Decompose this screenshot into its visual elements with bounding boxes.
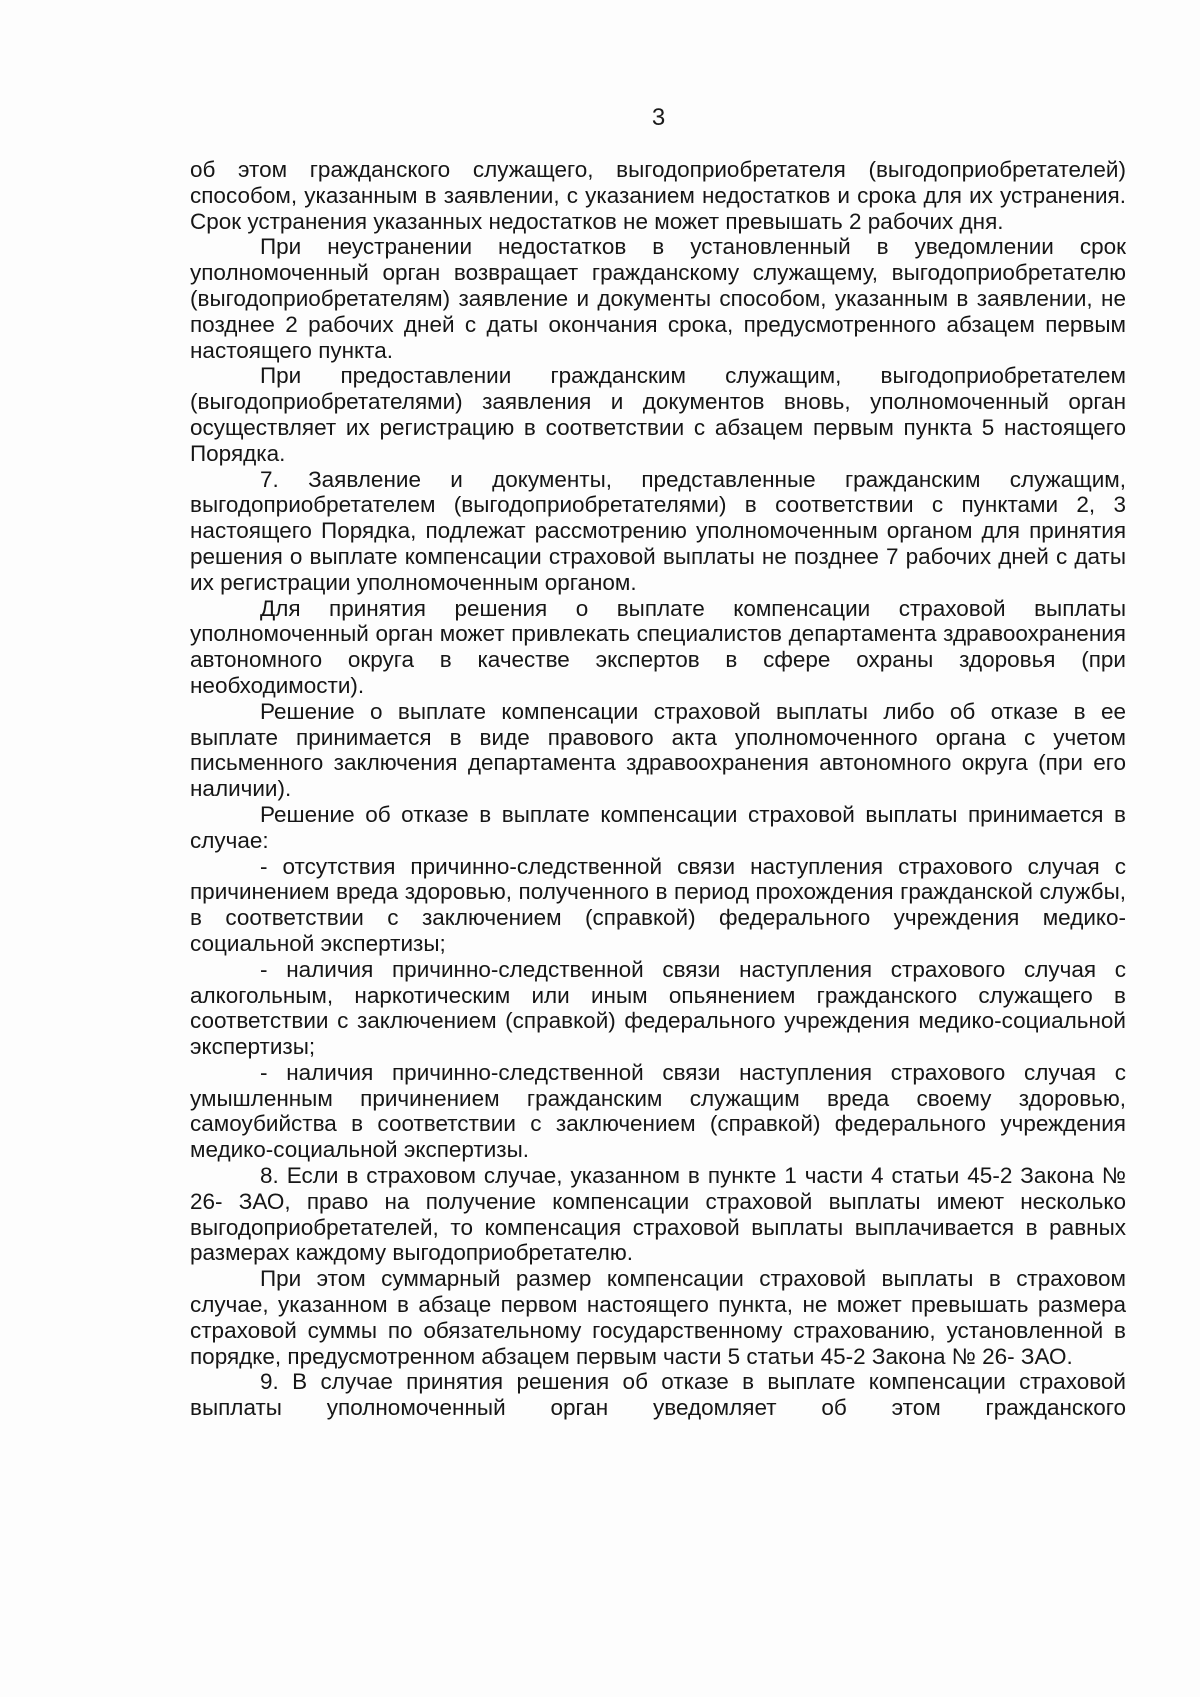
paragraph: При этом суммарный размер компенсации страховой выплаты в страховом случае, указанном в абзаце первом настоящего пункта, не может превышать размера страховой суммы по обязательному государственному страхованию, установленной в порядке, предусмотренном абзацем первым части 5 статьи 45-2 Закона № 26- ЗАО.	[190, 1266, 1126, 1369]
paragraph: Решение об отказе в выплате компенсации страховой выплаты принимается в случае:	[190, 801, 1126, 853]
paragraph: При неустранении недостатков в установленный в уведомлении срок уполномоченный орган возвращает гражданскому служащему, выгодоприобретателю (выгодоприобретателям) заявление и документы способом, указанным в заявлении, не позднее 2 рабочих дней с даты окончания срока, предусмотренного абзацем первым настоящего пункта.	[190, 234, 1126, 363]
paragraph: При предоставлении гражданским служащим, выгодоприобретателем (выгодоприобретателями) заявления и документов вновь, уполномоченный орган осуществляет их регистрацию в соответствии с абзацем первым пункта 5 настоящего Порядка.	[190, 363, 1126, 466]
paragraph: об этом гражданского служащего, выгодоприобретателя (выгодоприобретателей) способом, указанным в заявлении, с указанием недостатков и срока для их устранения. Срок устранения указанных недостатков не может превышать 2 рабочих дня.	[190, 157, 1126, 234]
document-body	[190, 157, 1126, 1421]
page-number: 3	[651, 104, 666, 131]
paragraph: 8. Если в страховом случае, указанном в пункте 1 части 4 статьи 45-2 Закона № 26- ЗАО, право на получение компенсации страховой выплаты имеют несколько выгодоприобретателей, то компенсация страховой выплаты выплачивается в равных размерах каждому выгодоприобретателю.	[190, 1163, 1126, 1266]
paragraph: 7. Заявление и документы, представленные гражданским служащим, выгодоприобретателем (выгодоприобретателями) в соответствии с пунктами 2, 3 настоящего Порядка, подлежат рассмотрению уполномоченным органом для принятия решения о выплате компенсации страховой выплаты не позднее 7 рабочих дней с даты их регистрации уполномоченным органом.	[190, 466, 1126, 595]
paragraph: Для принятия решения о выплате компенсации страховой выплаты уполномоченный орган может привлекать специалистов департамента здравоохранения автономного округа в качестве экспертов в сфере охраны здоровья (при необходимости).	[190, 595, 1126, 698]
list-item: - наличия причинно-следственной связи наступления страхового случая с алкогольным, наркотическим или иным опьянением гражданского служащего в соответствии с заключением (справкой) федерального учреждения медико-социальной экспертизы;	[190, 956, 1126, 1060]
list-item: - отсутствия причинно-следственной связи наступления страхового случая с причинением вреда здоровью, полученного в период прохождения гражданской службы, в соответствии с заключением (справкой) федерального учреждения медико-социальной экспертизы;	[190, 853, 1126, 956]
list-item: - наличия причинно-следственной связи наступления страхового случая с умышленным причинением гражданским служащим вреда своему здоровью, самоубийства в соответствии с заключением (справкой) федерального учреждения медико-социальной экспертизы.	[190, 1059, 1126, 1163]
paragraph: 9. В случае принятия решения об отказе в выплате компенсации страховой выплаты уполномоченный орган уведомляет об этом гражданского	[190, 1369, 1126, 1421]
paragraph: Решение о выплате компенсации страховой выплаты либо об отказе в ее выплате принимается в виде правового акта уполномоченного органа с учетом письменного заключения департамента здравоохранения автономного округа (при его наличии).	[190, 698, 1126, 802]
